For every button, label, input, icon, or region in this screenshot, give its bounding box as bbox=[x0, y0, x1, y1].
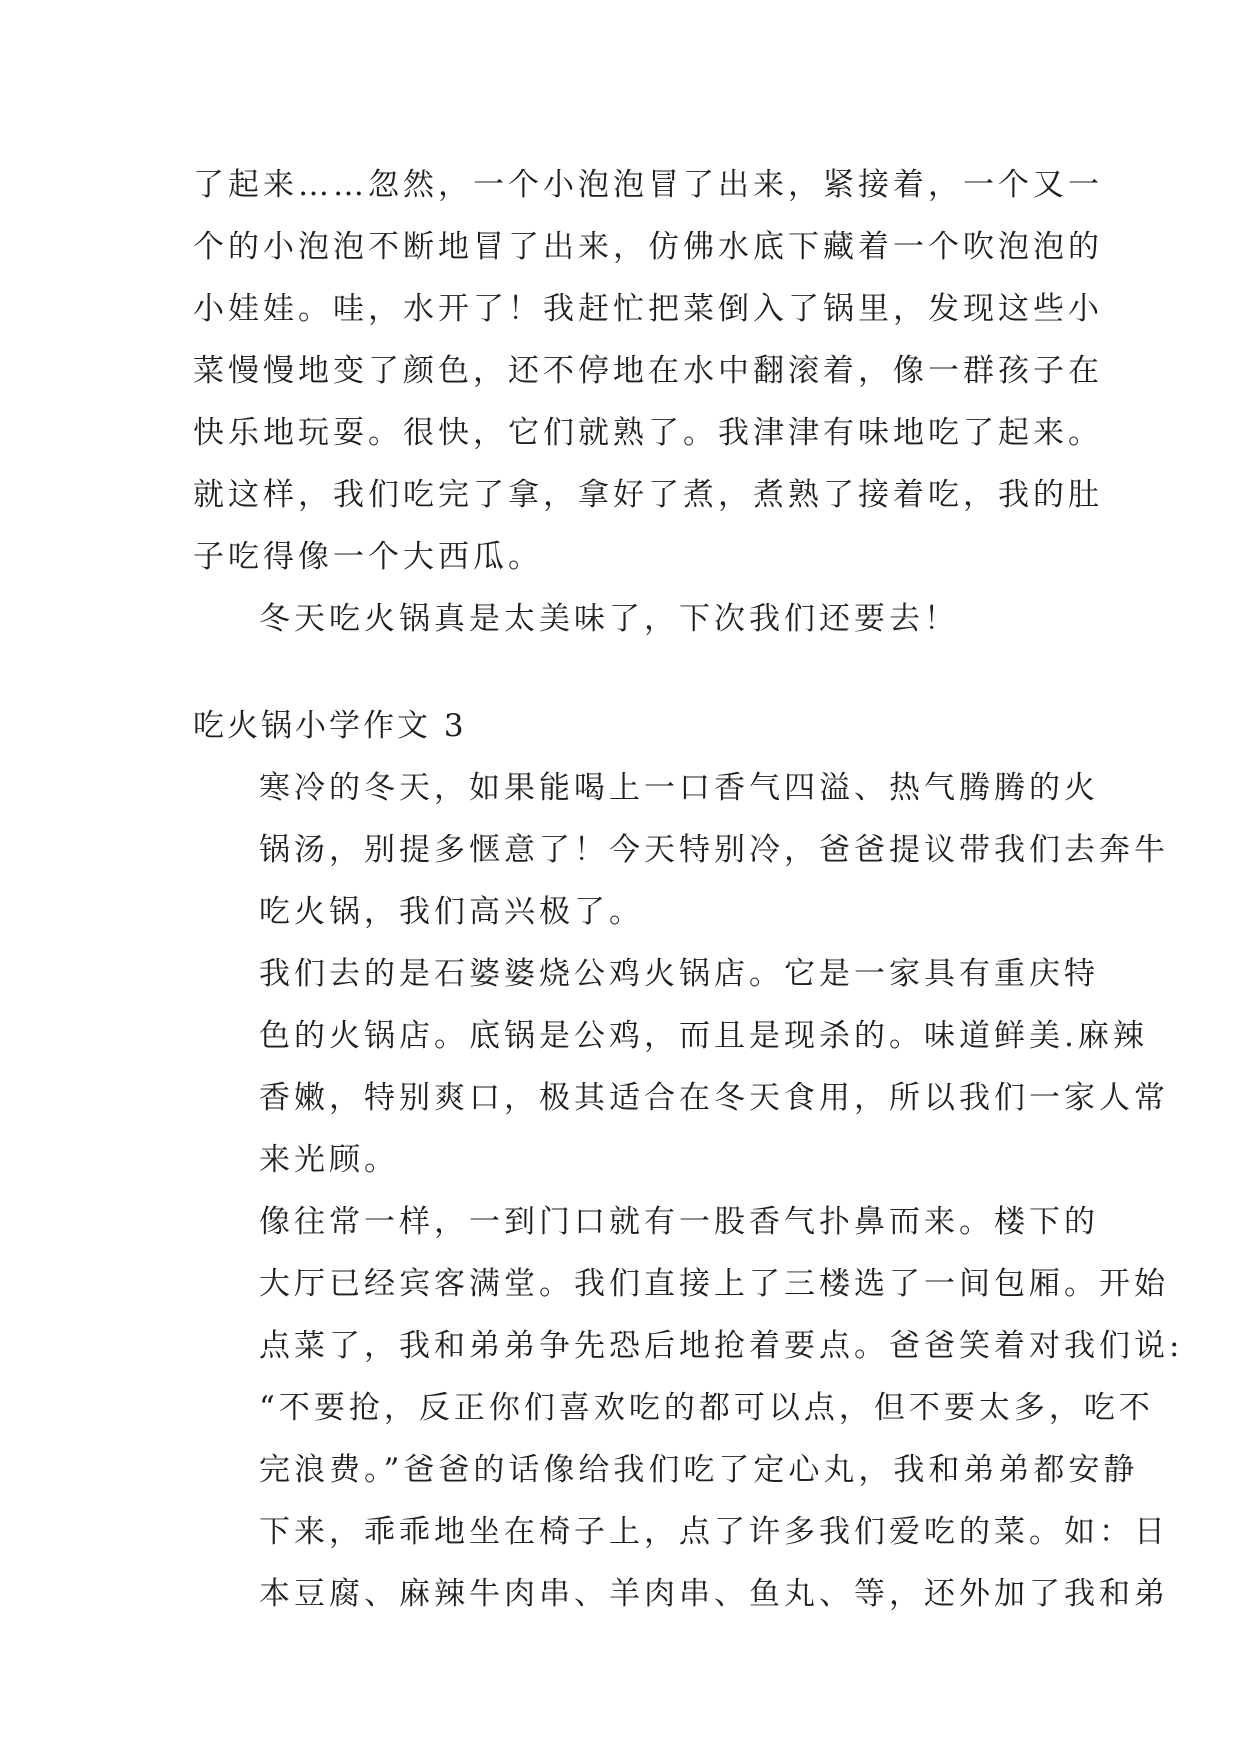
text-line: 色的火锅店。底锅是公鸡，而且是现杀的。味道鲜美.麻辣 bbox=[259, 1018, 1148, 1054]
text-line: 寒冷的冬天，如果能喝上一口香气四溢、热气腾腾的火 bbox=[259, 770, 1099, 806]
text-line: 香嫩，特别爽口，极其适合在冬天食用，所以我们一家人常 bbox=[259, 1080, 1169, 1116]
text-line: 菜慢慢地变了颜色，还不停地在水中翻滚着，像一群孩子在 bbox=[193, 353, 1103, 389]
text-line: 了起来……忽然，一个小泡泡冒了出来，紧接着，一个又一 bbox=[193, 167, 1103, 203]
text-line: 就这样，我们吃完了拿，拿好了煮，煮熟了接着吃，我的肚 bbox=[193, 477, 1103, 513]
essay-title: 吃火锅小学作文 3 bbox=[193, 708, 467, 744]
text-line: 个的小泡泡不断地冒了出来，仿佛水底下藏着一个吹泡泡的 bbox=[193, 229, 1103, 265]
paragraph-conclusion bbox=[193, 588, 1063, 650]
paragraph-restaurant bbox=[193, 943, 1169, 1191]
paragraph-intro bbox=[193, 757, 1169, 943]
document-body bbox=[193, 154, 1184, 1625]
text-line: 快乐地玩耍。很快，它们就熟了。我津津有味地吃了起来。 bbox=[193, 415, 1103, 451]
text-line: 子吃得像一个大西瓜。 bbox=[193, 539, 543, 575]
text-line: 下来，乖乖地坐在椅子上，点了许多我们爱吃的菜。如：日 bbox=[259, 1514, 1169, 1550]
text-line: “不要抢，反正你们喜欢吃的都可以点，但不要太多，吃不 bbox=[259, 1390, 1154, 1426]
text-line: 锅汤，别提多惬意了！今天特别冷，爸爸提议带我们去奔牛 bbox=[259, 832, 1169, 868]
text-line: 大厅已经宾客满堂。我们直接上了三楼选了一间包厢。开始 bbox=[259, 1266, 1169, 1302]
text-line: 吃火锅，我们高兴极了。 bbox=[259, 894, 644, 930]
text-line: 完浪费。”爸爸的话像给我们吃了定心丸，我和弟弟都安静 bbox=[259, 1452, 1139, 1488]
paragraph-hotpot-eating bbox=[193, 154, 1103, 588]
text-line: 冬天吃火锅真是太美味了，下次我们还要去！ bbox=[259, 601, 959, 637]
text-line: 像往常一样，一到门口就有一股香气扑鼻而来。楼下的 bbox=[259, 1204, 1099, 1240]
text-line: 小娃娃。哇，水开了！我赶忙把菜倒入了锅里，发现这些小 bbox=[193, 291, 1103, 327]
text-line: 本豆腐、麻辣牛肉串、羊肉串、鱼丸、等，还外加了我和弟 bbox=[259, 1576, 1169, 1612]
text-line: 我们去的是石婆婆烧公鸡火锅店。它是一家具有重庆特 bbox=[259, 956, 1099, 992]
text-line: 点菜了，我和弟弟争先恐后地抢着要点。爸爸笑着对我们说: bbox=[259, 1328, 1184, 1364]
paragraph-ordering bbox=[193, 1191, 1184, 1625]
text-line: 来光顾。 bbox=[259, 1142, 399, 1178]
